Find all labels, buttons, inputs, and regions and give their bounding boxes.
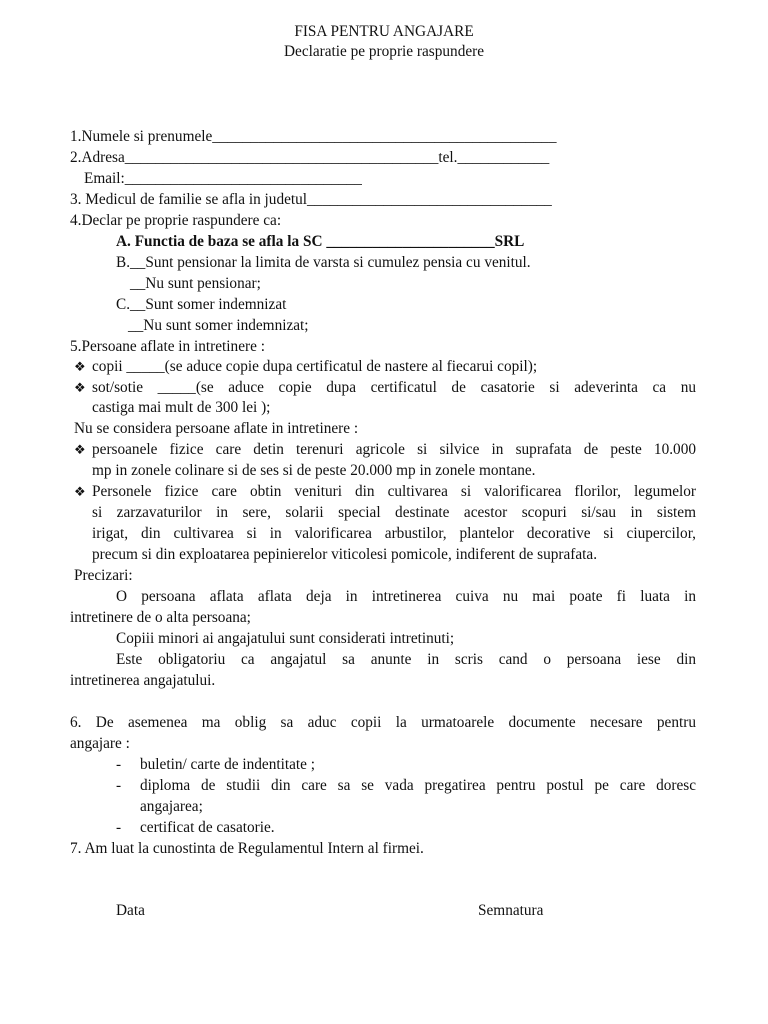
declaration-intro: 4.Declar pe proprie raspundere ca: <box>70 212 282 229</box>
clarification-p2: Copiii minori ai angajatului sunt considerati intretinuti; <box>116 630 455 647</box>
diamond-bullet-icon: ❖ <box>74 359 86 374</box>
declaration-b1: B.__Sunt pensionar la limita de varsta si cumulez pensia cu venitul. <box>116 254 531 271</box>
not-dependents-item-income-cont: precum si din exploatarea pepinierelor viticolesi pomicole, indiferent de suprafata. <box>92 546 598 563</box>
date-label: Data <box>116 902 145 919</box>
name-field: 1.Numele si prenumele_____________________________________________ <box>70 128 557 145</box>
documents-intro: 6. De asemenea ma oblig sa aduc copii la urmatoarele documente necesare pentru <box>70 714 696 731</box>
diamond-bullet-icon: ❖ <box>74 484 86 499</box>
dependents-item-spouse-cont: castiga mai mult de 300 lei ); <box>92 399 271 416</box>
not-dependents-item-income: ❖ Personele fizice care obtin venituri din cultivarea si valorificarea florilor, legumelor <box>74 483 696 500</box>
not-dependents-heading: Nu se considera persoane aflate in intretinere : <box>74 420 359 437</box>
documents-intro-cont: angajare : <box>70 735 130 752</box>
documents-item-diploma-cont: angajarea; <box>140 798 203 815</box>
clarification-p1: O persoana aflata aflata deja in intretinerea cuiva nu mai poate fi luata in <box>116 588 696 605</box>
diamond-bullet-icon: ❖ <box>74 380 86 395</box>
diamond-bullet-icon: ❖ <box>74 442 86 457</box>
documents-item-diploma: - diploma de studii din care sa se vada pregatirea pentru postul pe care doresc <box>116 777 696 794</box>
signature-label: Semnatura <box>478 902 544 919</box>
dependents-item-spouse: ❖ sot/sotie _____(se aduce copie dupa certificatul de casatorie si adeverinta ca nu <box>74 379 696 396</box>
dependents-intro: 5.Persoane aflate in intretinere : <box>70 338 265 355</box>
regulation-statement: 7. Am luat la cunostinta de Regulamentul Intern al firmei. <box>70 840 424 857</box>
not-dependents-item-income-cont: irigat, din cultivarea si in valorificarea arbustilor, plantelor decorative si ciupercilor, <box>92 525 696 542</box>
not-dependents-item-land: ❖ persoanele fizice care detin terenuri agricole si silvice in suprafata de peste 10.000 <box>74 441 696 458</box>
declaration-c2: __Nu sunt somer indemnizat; <box>128 317 309 334</box>
declaration-b2: __Nu sunt pensionar; <box>130 275 261 292</box>
dependents-item-children: ❖ copii _____(se aduce copie dupa certificatul de nastere al fiecarui copil); <box>74 358 538 375</box>
clarification-p3: Este obligatoriu ca angajatul sa anunte in scris cand o persoana iese din <box>116 651 696 668</box>
email-field: Email:_______________________________ <box>84 170 362 187</box>
not-dependents-item-income-cont: si zarzavaturilor in sere, solarii special destinate acestor scopuri si/sau in sistem <box>92 504 696 521</box>
declaration-c1: C.__Sunt somer indemnizat <box>116 296 287 313</box>
clarification-p1-cont: intretinere de o alta persoana; <box>70 609 251 626</box>
clarifications-heading: Precizari: <box>74 567 133 584</box>
not-dependents-item-land-cont: mp in zonele colinare si de ses si de peste 20.000 mp in zonele montane. <box>92 462 536 479</box>
declaration-a: A. Functia de baza se afla la SC ______________________SRL <box>116 233 525 250</box>
clarification-p3-cont: intretinerea angajatului. <box>70 672 216 689</box>
dash-bullet: - <box>116 777 122 794</box>
family-doctor-field: 3. Medicul de familie se afla in judetul________________________________ <box>70 191 552 208</box>
documents-item-marriage: - certificat de casatorie. <box>116 819 275 836</box>
dash-bullet: - <box>116 756 122 773</box>
documents-item-id: - buletin/ carte de indentitate ; <box>116 756 315 773</box>
dash-bullet: - <box>116 819 122 836</box>
address-field: 2.Adresa_________________________________________tel.____________ <box>70 149 550 166</box>
document-title: FISA PENTRU ANGAJARE <box>294 23 474 40</box>
document-subtitle: Declaratie pe proprie raspundere <box>283 43 485 60</box>
